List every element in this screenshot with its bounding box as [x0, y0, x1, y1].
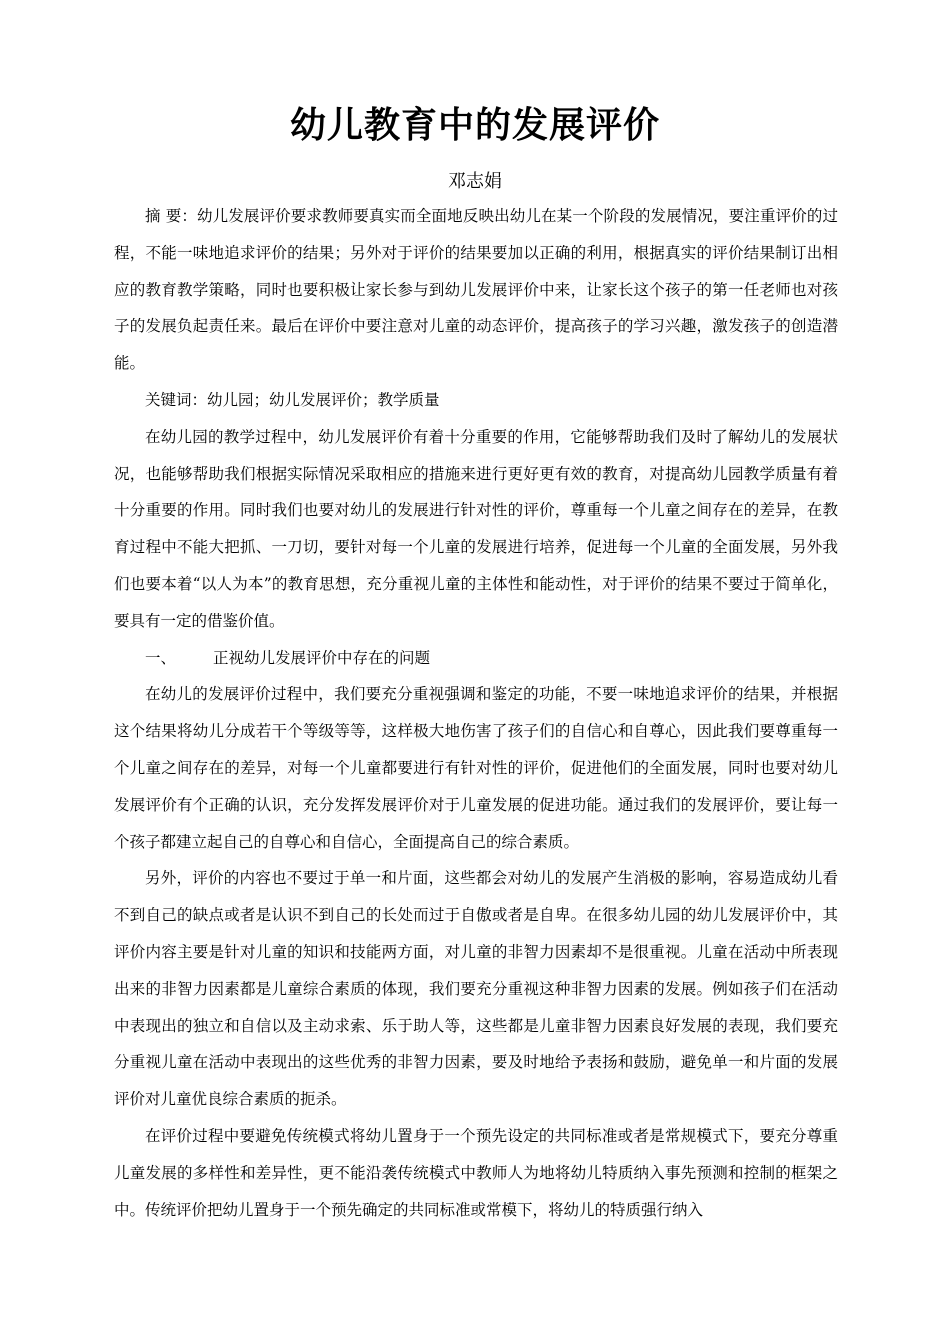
document-body	[114, 198, 838, 1228]
body-paragraph: 另外，评价的内容也不要过于单一和片面，这些都会对幼儿的发展产生消极的影响，容易造成幼儿看不到自己的缺点或者是认识不到自己的长处而过于自傲或者是自卑。在很多幼儿园的幼儿发展评价中，其评价内容主要是针对儿童的知识和技能两方面，对儿童的非智力因素却不是很重视。儿童在活动中所表现出来的非智力因素都是儿童综合素质的体现，我们要充分重视这种非智力因素的发展。例如孩子们在活动中表现出的独立和自信以及主动求索、乐于助人等，这些都是儿童非智力因素良好发展的表现，我们要充分重视儿童在活动中表现出的这些优秀的非智力因素，要及时地给予表扬和鼓励，避免单一和片面的发展评价对儿童优良综合素质的扼杀。	[114, 869, 838, 1109]
body-paragraph: 在评价过程中要避免传统模式将幼儿置身于一个预先设定的共同标准或者是常规模式下，要充分尊重儿童发展的多样性和差异性，更不能沿袭传统模式中教师人为地将幼儿特质纳入事先预测和控制的框架之中。传统评价把幼儿置身于一个预先确定的共同标准或常模下，将幼儿的特质强行纳入	[114, 1126, 838, 1219]
section-heading	[114, 640, 838, 677]
keywords-paragraph: 关键词：幼儿园；幼儿发展评价；教学质量	[145, 390, 440, 409]
body-paragraph: 在幼儿的发展评价过程中，我们要充分重视强调和鉴定的功能，不要一味地追求评价的结果，并根据这个结果将幼儿分成若干个等级等等，这样极大地伤害了孩子们的自信心和自尊心，因此我们要尊重每一个儿童之间存在的差异，对每一个儿童都要进行有针对性的评价，促进他们的全面发展，同时也要对幼儿发展评价有个正确的认识，充分发挥发展评价对于儿童发展的促进功能。通过我们的发展评价，要让每一个孩子都建立起自己的自尊心和自信心，全面提高自己的综合素质。	[114, 685, 838, 851]
document-title: 幼儿教育中的发展评价	[289, 105, 660, 146]
section-number: 一、	[145, 648, 177, 667]
section-title: 正视幼儿发展评价中存在的问题	[213, 648, 431, 667]
author-name: 邓志娟	[448, 171, 502, 192]
intro-paragraph: 在幼儿园的教学过程中，幼儿发展评价有着十分重要的作用，它能够帮助我们及时了解幼儿的发展状况，也能够帮助我们根据实际情况采取相应的措施来进行更好更有效的教育，对提高幼儿园教学质量有着十分重要的作用。同时我们也要对幼儿的发展进行针对性的评价，尊重每一个儿童之间存在的差异，在教育过程中不能大把抓、一刀切，要针对每一个儿童的发展进行培养，促进每一个儿童的全面发展，另外我们也要本着“以人为本”的教育思想，充分重视儿童的主体性和能动性，对于评价的结果不要过于简单化，要具有一定的借鉴价值。	[114, 427, 838, 630]
abstract-paragraph: 摘 要：幼儿发展评价要求教师要真实而全面地反映出幼儿在某一个阶段的发展情况，要注重评价的过程，不能一味地追求评价的结果；另外对于评价的结果要加以正确的利用，根据真实的评价结果制订出相应的教育教学策略，同时也要积极让家长参与到幼儿发展评价中来，让家长这个孩子的第一任老师也对孩子的发展负起责任来。最后在评价中要注意对儿童的动态评价，提高孩子的学习兴趣，激发孩子的创造潜能。	[114, 207, 838, 373]
